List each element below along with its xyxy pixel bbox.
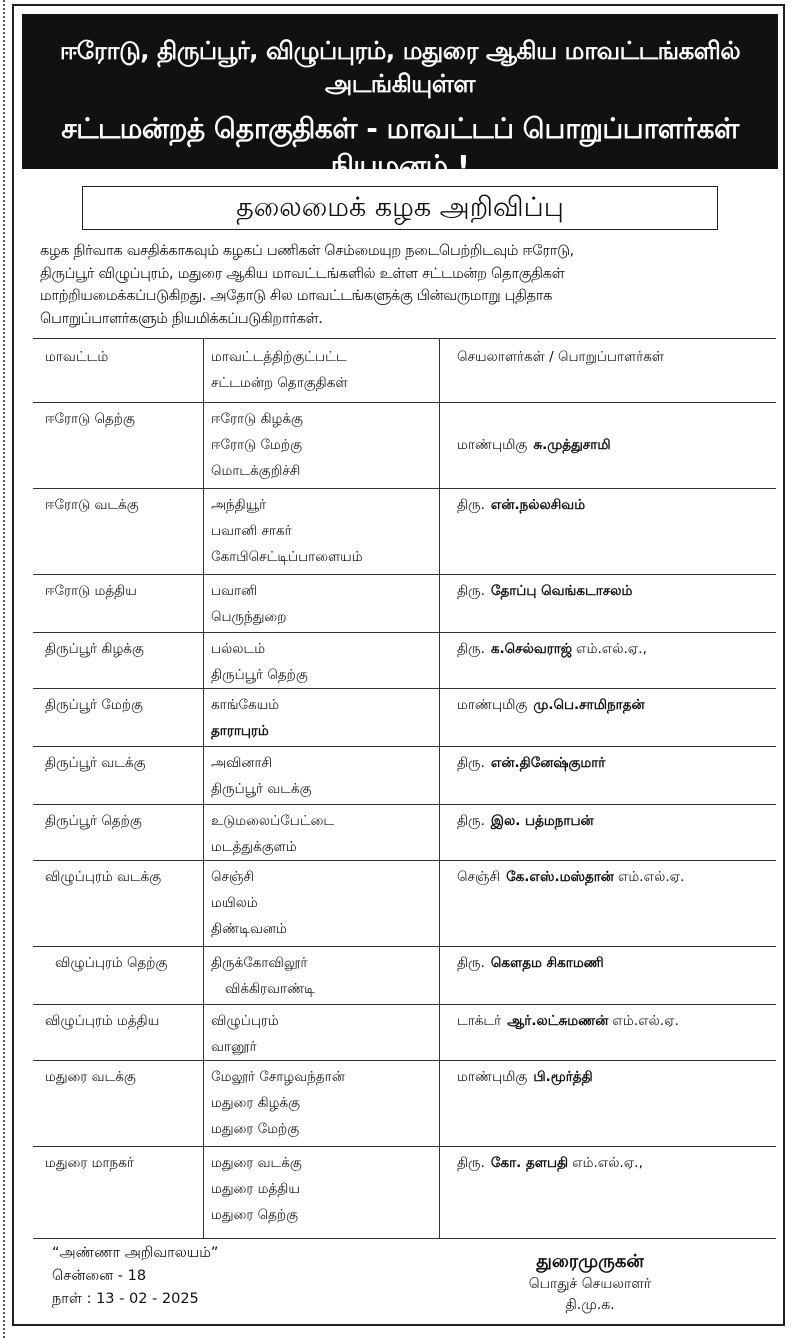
table-cell-district: விழுப்புரம் மத்திய [45, 1013, 160, 1029]
table-cell-district: ஈரோடு வடக்கு [45, 497, 139, 513]
table-cell-constituencies [211, 864, 287, 942]
constituency-name: மதுரை வடக்கு [211, 1155, 302, 1171]
table-row-divider [33, 1146, 776, 1147]
headline-banner [22, 14, 778, 182]
constituency-name: விழுப்புரம் [211, 1013, 279, 1029]
constituency-name: தாராபுரம் [211, 723, 269, 739]
table-cell-constituencies [211, 692, 279, 744]
table-cell-secretary [457, 492, 585, 518]
secretary-name: என்.நல்லசிவம் [490, 497, 586, 513]
secretary-title: மாண்புமிகு [457, 1069, 528, 1085]
signatory-name: துரைமுருகன் [536, 1251, 644, 1272]
table-row-divider [33, 632, 776, 633]
secretary-name: பி.மூர்த்தி [533, 1069, 593, 1085]
header-constituencies: மாவட்டத்திற்குட்பட்ட சட்டமன்ற தொகுதிகள் [211, 349, 348, 391]
secretary-title: மாண்புமிகு [457, 437, 528, 453]
table-cell-secretary [457, 578, 632, 604]
constituency-name: உடுமலைப்பேட்டை [211, 813, 335, 829]
secretary-name: கே.எஸ்.மஸ்தான் [506, 869, 614, 885]
constituency-name: மயிலம் [211, 895, 258, 911]
secretary-suffix: எம்.எல்.ஏ., [572, 1155, 643, 1171]
secretary-title: மாண்புமிகு [457, 697, 528, 713]
table-cell-secretary [457, 808, 594, 834]
secretary-title: டாக்டர் [457, 1013, 502, 1029]
footer-date: நாள் : 13 - 02 - 2025 [52, 1291, 199, 1307]
table-cell-district: மதுரை மாநகர் [45, 1155, 134, 1171]
constituency-name: ஈரோடு கிழக்கு [211, 411, 303, 427]
table-row-divider [33, 804, 776, 805]
secretary-name: என்.தினேஷ்குமார் [490, 755, 606, 771]
table-cell-constituencies [211, 750, 312, 802]
constituency-name: பவானி சாகர் [211, 523, 292, 539]
table-cell-secretary [457, 636, 647, 662]
table-row-divider [33, 946, 776, 947]
table-cell-constituencies [211, 1064, 345, 1142]
secretary-name: கௌதம சிகாமணி [490, 955, 604, 971]
constituency-name: மதுரை மேற்கு [211, 1121, 300, 1137]
table-cell-district: மதுரை வடக்கு [45, 1069, 136, 1085]
constituency-name: மொடக்குறிச்சி [211, 463, 301, 479]
footer-address-line: சென்னை - 18 [52, 1268, 147, 1284]
table-cell-constituencies [211, 578, 286, 630]
constituency-name: மதுரை தெற்கு [211, 1207, 299, 1223]
secretary-name: சு.முத்துசாமி [533, 437, 611, 453]
table-column-divider [439, 338, 440, 1238]
constituency-name: திருப்பூர் வடக்கு [211, 781, 312, 797]
appointments-table [33, 338, 776, 1238]
constituency-name: வானூர் [211, 1039, 257, 1055]
table-cell-constituencies [211, 1150, 302, 1228]
secretary-name: தோப்பு வெங்கடாசலம் [490, 583, 633, 599]
table-cell-district: திருப்பூர் வடக்கு [45, 755, 146, 771]
table-cell-secretary [457, 864, 684, 890]
table-row-divider [33, 488, 776, 489]
table-cell-constituencies [211, 808, 334, 860]
table-cell-district: விழுப்புரம் தெற்கு [55, 955, 168, 971]
constituency-name: திருப்பூர் தெற்கு [211, 667, 308, 683]
intro-line: திருப்பூர் விழுப்புரம், மதுரை ஆகிய மாவட்டங்களில் உள்ள சட்டமன்ற தொகுதிகள் [40, 265, 565, 282]
table-cell-secretary [457, 950, 604, 976]
constituency-name: மேலூர் சோழவந்தான் [211, 1069, 345, 1085]
headline-line-2: சட்டமன்றத் தொகுதிகள் - மாவட்டப் பொறுப்பாளர்கள் நியமனம் ! [61, 112, 739, 182]
secretary-suffix: எம்.எல்.ஏ. [617, 869, 685, 885]
notice-title: தலைமைக் கழக அறிவிப்பு [82, 186, 718, 230]
table-cell-district: திருப்பூர் மேற்கு [45, 697, 143, 713]
constituency-name: ஈரோடு மேற்கு [211, 437, 303, 453]
table-cell-secretary [457, 1150, 643, 1176]
table-cell-constituencies [211, 636, 308, 688]
constituency-name: மதுரை கிழக்கு [211, 1095, 301, 1111]
secretary-name: க.செல்வராஜ் [490, 641, 573, 657]
constituency-name: காங்கேயம் [211, 697, 280, 713]
constituency-name: திண்டிவனம் [211, 921, 287, 937]
intro-line: பொறுப்பாளர்களும் நியமிக்கப்படுகிறார்கள். [40, 310, 323, 327]
table-bottom-border [33, 1238, 776, 1239]
table-cell-constituencies [211, 406, 303, 484]
page-edge-dotted-line [3, 0, 5, 1338]
table-cell-district: விழுப்புரம் வடக்கு [45, 869, 162, 885]
table-cell-secretary [457, 432, 611, 458]
secretary-name: இல. பத்மநாபன் [490, 813, 594, 829]
table-cell-district: திருப்பூர் தெற்கு [45, 813, 142, 829]
constituency-name: பல்லடம் [211, 641, 266, 657]
table-cell-secretary [457, 1064, 593, 1090]
signature-block [520, 1250, 660, 1316]
table-cell-secretary [457, 750, 605, 776]
constituency-name: செஞ்சி [211, 869, 255, 885]
intro-line: கழக நிர்வாக வசதிக்காகவும் கழகப் பணிகள் செம்மையுற நடைபெற்றிடவும் ஈரோடு, [40, 243, 575, 259]
secretary-title: திரு. [457, 755, 485, 771]
secretary-title: திரு. [457, 1155, 485, 1171]
table-row-divider [33, 574, 776, 575]
secretary-title: செஞ்சி [457, 869, 501, 885]
secretary-name: மு.பெ.சாமிநாதன் [533, 697, 645, 713]
table-row-divider [33, 688, 776, 689]
header-district: மாவட்டம் [45, 349, 109, 365]
secretary-title: திரு. [457, 955, 485, 971]
table-row-divider [33, 1060, 776, 1061]
table-cell-secretary [457, 1008, 679, 1034]
table-row-divider [33, 746, 776, 747]
table-cell-district: ஈரோடு தெற்கு [45, 411, 135, 427]
table-column-divider [203, 338, 204, 1238]
secretary-title: திரு. [457, 813, 485, 829]
constituency-name: விக்கிரவாண்டி [225, 981, 315, 997]
table-row-divider [33, 402, 776, 403]
secretary-title: திரு. [457, 583, 485, 599]
secretary-name: ஆர்.லட்சுமணன் [507, 1013, 609, 1029]
table-row-divider [33, 860, 776, 861]
table-cell-district: ஈரோடு மத்திய [45, 583, 137, 599]
constituency-name: திருக்கோவிலூர் [211, 955, 308, 971]
table-row-divider [33, 1004, 776, 1005]
secretary-suffix: எம்.எல்.ஏ., [576, 641, 647, 657]
constituency-name: கோபிசெட்டிப்பாளையம் [211, 549, 363, 565]
secretary-suffix: எம்.எல்.ஏ. [612, 1013, 679, 1029]
table-row-divider [33, 338, 776, 339]
constituency-name: அவினாசி [211, 755, 273, 771]
secretary-title: திரு. [457, 497, 485, 513]
constituency-name: மதுரை மத்திய [211, 1181, 300, 1197]
headline-line-1: ஈரோடு, திருப்பூர், விழுப்புரம், மதுரை ஆகிய மாவட்டங்களில் அடங்கியுள்ள [59, 36, 741, 98]
signatory-designation: பொதுச் செயலாளர் [528, 1276, 652, 1292]
table-cell-constituencies [211, 492, 363, 570]
header-secretary: செயலாளர்கள் / பொறுப்பாளர்கள் [457, 349, 665, 365]
constituency-name: பவானி [211, 583, 258, 599]
secretary-name: கோ. தளபதி [490, 1155, 569, 1171]
table-cell-secretary [457, 692, 645, 718]
table-cell-constituencies [211, 1008, 279, 1060]
footer-address [52, 1242, 218, 1311]
constituency-name: அந்தியூர் [211, 497, 267, 513]
table-cell-constituencies [211, 950, 315, 1002]
intro-line: மாற்றியமைக்கப்படுகிறது. அதோடு சில மாவட்டங்களுக்கு பின்வருமாறு புதிதாக [40, 288, 553, 304]
constituency-name: பெருந்துறை [211, 609, 287, 625]
table-cell-district: திருப்பூர் கிழக்கு [45, 641, 144, 657]
intro-paragraph [40, 240, 777, 330]
signatory-party: தி.மு.க. [565, 1297, 615, 1313]
footer-address-line: “அண்ணா அறிவாலயம்” [52, 1245, 219, 1261]
constituency-name: மடத்துக்குளம் [211, 839, 297, 855]
secretary-title: திரு. [457, 641, 485, 657]
